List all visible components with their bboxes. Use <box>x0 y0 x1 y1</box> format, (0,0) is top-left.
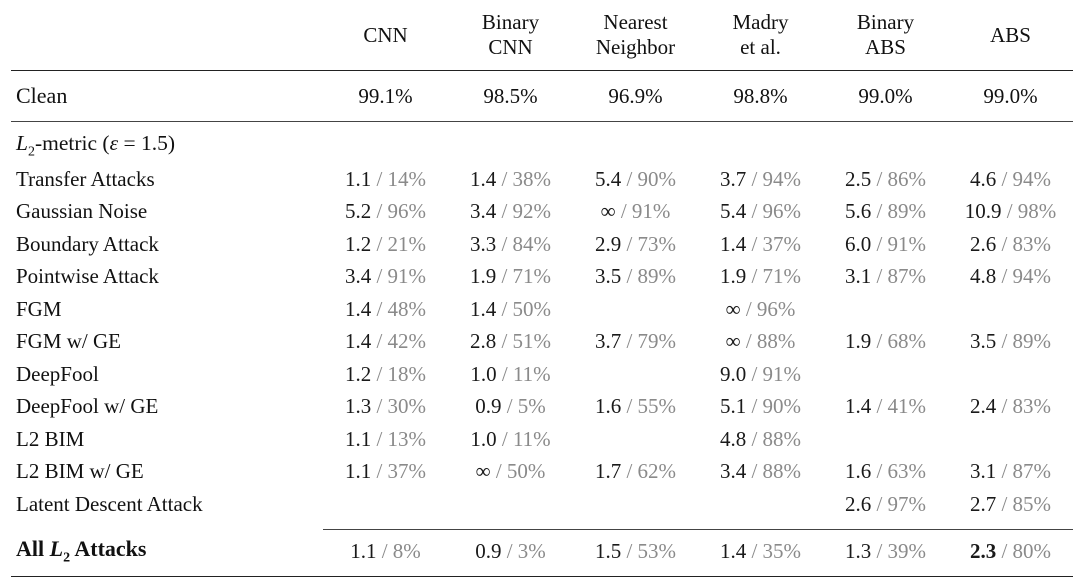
col-header-madry: Madry et al. <box>732 10 789 59</box>
distance-value: 5.4 <box>594 166 622 191</box>
success-rate-value: 39% <box>887 539 927 563</box>
attack-name: L2 BIM <box>16 426 85 451</box>
distance-value: 1.6 <box>844 459 872 484</box>
total-row <box>11 529 1073 574</box>
success-rate-value: 5% <box>517 394 546 419</box>
table-row <box>11 261 1073 294</box>
success-rate-value: 94% <box>762 166 802 191</box>
clean-value: 99.0% <box>983 83 1038 108</box>
success-rate-value: 35% <box>762 539 802 563</box>
success-rate-value: 51% <box>512 329 552 354</box>
distance-value: 1.4 <box>344 296 372 321</box>
success-rate-value: 13% <box>387 426 427 451</box>
success-rate-value: 97% <box>887 491 927 516</box>
distance-value: 1.0 <box>470 361 497 386</box>
table-cell <box>323 488 448 521</box>
table-cell: 2.8 / 51% <box>469 329 552 354</box>
table-cell: 1.0 / 11% <box>470 361 551 386</box>
table-cell: 3.1 / 87% <box>844 264 927 289</box>
header-row <box>11 0 1073 71</box>
distance-value: 3.1 <box>969 459 997 484</box>
success-rate-value: 50% <box>512 296 552 321</box>
success-rate-value: 91% <box>631 199 671 224</box>
clean-label: Clean <box>16 83 68 108</box>
attack-name: Pointwise Attack <box>16 264 159 289</box>
distance-value: 3.7 <box>719 166 747 191</box>
table-cell: 6.0 / 91% <box>844 231 927 256</box>
table-cell: 1.4 / 42% <box>344 329 427 354</box>
success-rate-value: 83% <box>1012 231 1052 256</box>
success-rate-value: 53% <box>637 539 677 563</box>
success-rate-value: 96% <box>387 199 427 224</box>
table-cell: 3.5 / 89% <box>594 264 677 289</box>
success-rate-value: 83% <box>1012 394 1052 419</box>
distance-value: 1.9 <box>719 264 747 289</box>
success-rate-value: 91% <box>887 231 927 256</box>
distance-value: 3.4 <box>469 199 497 224</box>
total-cell: 1.1 / 8% <box>350 539 421 563</box>
table-cell: 2.5 / 86% <box>844 166 927 191</box>
table-cell: 5.2 / 96% <box>344 199 427 224</box>
success-rate-value: 14% <box>387 166 427 191</box>
table-cell: 1.2 / 18% <box>344 361 427 386</box>
distance-value: 3.4 <box>719 459 747 484</box>
success-rate-value: 88% <box>756 329 796 354</box>
table-cell: 1.4 / 48% <box>344 296 427 321</box>
table-cell <box>948 293 1073 326</box>
success-rate-value: 71% <box>512 264 552 289</box>
success-rate-value: 48% <box>387 296 427 321</box>
header-corner <box>11 0 323 71</box>
total-label: All $L_2$ Attacks <box>16 536 147 566</box>
table-row <box>11 163 1073 196</box>
table-cell: 10.9 / 98% <box>964 199 1057 224</box>
table-cell: 1.9 / 68% <box>844 329 927 354</box>
table-cell <box>573 488 698 521</box>
table-cell: 1.1 / 13% <box>344 426 427 451</box>
distance-value: 5.6 <box>844 199 872 224</box>
clean-row <box>11 71 1073 122</box>
success-rate-value: 38% <box>512 166 552 191</box>
success-rate-value: 41% <box>887 394 927 419</box>
table-cell <box>448 488 573 521</box>
distance-value: 0.9 <box>475 394 502 419</box>
distance-value: 3.5 <box>594 264 622 289</box>
table-cell: 2.6 / 97% <box>844 491 927 516</box>
success-rate-value: 63% <box>887 459 927 484</box>
attack-name: L2 BIM w/ GE <box>16 459 144 484</box>
success-rate-value: 88% <box>762 426 802 451</box>
success-rate-value: 91% <box>387 264 427 289</box>
distance-value: 2.6 <box>844 491 872 516</box>
total-cell: 0.9 / 3% <box>475 539 546 563</box>
table-cell: 3.3 / 84% <box>469 231 552 256</box>
distance-value: ∞ <box>600 199 616 224</box>
table-cell: 1.9 / 71% <box>719 264 802 289</box>
distance-value: 5.2 <box>344 199 372 224</box>
table-cell: 5.4 / 90% <box>594 166 677 191</box>
success-rate-value: 18% <box>387 361 427 386</box>
distance-value: 5.4 <box>719 199 747 224</box>
table-cell: 3.4 / 88% <box>719 459 802 484</box>
success-rate-value: 96% <box>762 199 802 224</box>
distance-value: 1.2 <box>344 361 372 386</box>
col-header-nearest-neighbor: Nearest Neighbor <box>595 10 676 59</box>
distance-value: 10.9 <box>964 199 1002 224</box>
table-cell: 0.9 / 5% <box>475 394 546 419</box>
success-rate-value: 94% <box>1012 264 1052 289</box>
success-rate-value: 90% <box>637 166 677 191</box>
distance-value: 1.6 <box>594 394 622 419</box>
table-cell <box>823 358 948 391</box>
table-cell: 4.6 / 94% <box>969 166 1052 191</box>
distance-value: 2.9 <box>594 231 622 256</box>
table-cell: 1.1 / 14% <box>344 166 427 191</box>
success-rate-value: 62% <box>637 459 677 484</box>
table-cell: 5.1 / 90% <box>719 394 802 419</box>
total-cell: 1.5 / 53% <box>594 539 677 563</box>
success-rate-value: 21% <box>387 231 427 256</box>
table-row <box>11 326 1073 359</box>
distance-value: 2.7 <box>969 491 997 516</box>
table-cell <box>573 358 698 391</box>
table-row <box>11 456 1073 489</box>
table-row <box>11 196 1073 229</box>
distance-value: 1.3 <box>344 394 372 419</box>
success-rate-value: 96% <box>756 296 796 321</box>
distance-value: 1.1 <box>350 539 377 563</box>
total-cell: 1.3 / 39% <box>844 539 927 563</box>
table-cell: 1.9 / 71% <box>469 264 552 289</box>
clean-value: 98.5% <box>483 83 538 108</box>
distance-value: 4.6 <box>969 166 997 191</box>
table-cell: 3.4 / 92% <box>469 199 552 224</box>
separator-row <box>11 521 1073 530</box>
success-rate-value: 94% <box>1012 166 1052 191</box>
distance-value: 6.0 <box>844 231 872 256</box>
distance-value: 2.4 <box>969 394 997 419</box>
table-cell: 2.6 / 83% <box>969 231 1052 256</box>
success-rate-value: 68% <box>887 329 927 354</box>
attack-name: Transfer Attacks <box>16 166 155 191</box>
success-rate-value: 89% <box>637 264 677 289</box>
distance-value: 1.9 <box>469 264 497 289</box>
table-cell: ∞ / 88% <box>725 329 796 354</box>
success-rate-value: 3% <box>517 539 546 563</box>
distance-value: 9.0 <box>719 361 747 386</box>
success-rate-value: 89% <box>1012 329 1052 354</box>
table-cell: 1.0 / 11% <box>470 426 551 451</box>
table-row <box>11 228 1073 261</box>
table-cell <box>823 423 948 456</box>
distance-value: 1.1 <box>344 166 372 191</box>
table-cell <box>573 423 698 456</box>
success-rate-value: 87% <box>1012 459 1052 484</box>
distance-value: 3.4 <box>344 264 372 289</box>
distance-value: 1.9 <box>844 329 872 354</box>
clean-value: 99.1% <box>358 83 413 108</box>
attack-name: Gaussian Noise <box>16 199 148 224</box>
success-rate-value: 73% <box>637 231 677 256</box>
table-cell: 1.4 / 41% <box>844 394 927 419</box>
success-rate-value: 92% <box>512 199 552 224</box>
distance-value: 1.1 <box>344 459 372 484</box>
table-cell: 9.0 / 91% <box>719 361 802 386</box>
distance-value: 1.1 <box>344 426 372 451</box>
table-cell: 4.8 / 88% <box>719 426 802 451</box>
distance-value: 2.8 <box>469 329 497 354</box>
success-rate-value: 87% <box>887 264 927 289</box>
table-cell: 1.7 / 62% <box>594 459 677 484</box>
table-cell: 2.7 / 85% <box>969 491 1052 516</box>
table-row <box>11 488 1073 521</box>
table-cell: ∞ / 91% <box>600 199 671 224</box>
distance-value: 3.1 <box>844 264 872 289</box>
table-cell: 3.4 / 91% <box>344 264 427 289</box>
success-rate-value: 90% <box>762 394 802 419</box>
distance-value: 1.4 <box>469 296 497 321</box>
distance-value: 5.1 <box>719 394 747 419</box>
table-cell: 1.6 / 55% <box>594 394 677 419</box>
success-rate-value: 37% <box>387 459 427 484</box>
distance-value: 0.9 <box>475 539 502 563</box>
attack-name: DeepFool w/ GE <box>16 394 159 419</box>
table-cell: 2.9 / 73% <box>594 231 677 256</box>
distance-value: 2.5 <box>844 166 872 191</box>
col-header-binary-abs: Binary ABS <box>856 10 915 59</box>
table-cell <box>948 358 1073 391</box>
success-rate-value: 85% <box>1012 491 1052 516</box>
distance-value: 1.7 <box>594 459 622 484</box>
distance-value: 1.4 <box>719 539 747 563</box>
table-cell: 1.2 / 21% <box>344 231 427 256</box>
distance-value: 2.3 <box>969 539 997 563</box>
table-cell <box>823 293 948 326</box>
table-cell: 1.4 / 50% <box>469 296 552 321</box>
success-rate-value: 50% <box>506 459 546 484</box>
success-rate-value: 71% <box>762 264 802 289</box>
success-rate-value: 86% <box>887 166 927 191</box>
success-rate-value: 11% <box>512 426 551 451</box>
distance-value: 1.4 <box>469 166 497 191</box>
table-cell <box>573 293 698 326</box>
attack-name: FGM <box>16 296 62 321</box>
section-heading-row <box>11 122 1073 164</box>
distance-value: ∞ <box>725 296 741 321</box>
success-rate-value: 55% <box>637 394 677 419</box>
total-cell: 1.4 / 35% <box>719 539 802 563</box>
distance-value: 3.7 <box>594 329 622 354</box>
attack-name: FGM w/ GE <box>16 329 122 354</box>
success-rate-value: 79% <box>637 329 677 354</box>
table-cell: ∞ / 50% <box>475 459 546 484</box>
distance-value: 4.8 <box>969 264 997 289</box>
distance-value: 1.2 <box>344 231 372 256</box>
table-cell: 3.7 / 79% <box>594 329 677 354</box>
distance-value: 1.0 <box>470 426 497 451</box>
success-rate-value: 91% <box>762 361 802 386</box>
table-cell: 3.7 / 94% <box>719 166 802 191</box>
distance-value: ∞ <box>475 459 491 484</box>
results-table <box>11 0 1073 577</box>
table-cell: 1.1 / 37% <box>344 459 427 484</box>
table-cell: 5.4 / 96% <box>719 199 802 224</box>
success-rate-value: 98% <box>1017 199 1057 224</box>
table-cell: 1.4 / 37% <box>719 231 802 256</box>
distance-value: 1.4 <box>844 394 872 419</box>
clean-value: 96.9% <box>608 83 663 108</box>
success-rate-value: 84% <box>512 231 552 256</box>
table-cell: 3.5 / 89% <box>969 329 1052 354</box>
table-row <box>11 293 1073 326</box>
attack-rows <box>11 163 1073 521</box>
table-row <box>11 423 1073 456</box>
attack-name: Boundary Attack <box>16 231 159 256</box>
table-row <box>11 391 1073 424</box>
distance-value: 3.3 <box>469 231 497 256</box>
col-header-cnn: CNN <box>363 22 408 47</box>
table-cell: 4.8 / 94% <box>969 264 1052 289</box>
distance-value: 2.6 <box>969 231 997 256</box>
distance-value: 1.5 <box>594 539 622 563</box>
success-rate-value: 80% <box>1012 539 1052 563</box>
table-cell: 1.6 / 63% <box>844 459 927 484</box>
clean-value: 99.0% <box>858 83 913 108</box>
distance-value: 1.3 <box>844 539 872 563</box>
table-cell <box>698 488 823 521</box>
total-cell: 2.3 / 80% <box>969 539 1052 563</box>
success-rate-value: 88% <box>762 459 802 484</box>
success-rate-value: 8% <box>392 539 421 563</box>
attack-name: Latent Descent Attack <box>16 491 203 516</box>
table-cell: 5.6 / 89% <box>844 199 927 224</box>
distance-value: 1.4 <box>719 231 747 256</box>
attack-name: DeepFool <box>16 361 99 386</box>
success-rate-value: 89% <box>887 199 927 224</box>
table-cell: 1.4 / 38% <box>469 166 552 191</box>
col-header-binary-cnn: Binary CNN <box>481 10 540 59</box>
section-heading: $L_2$-metric (ε = 1.5) <box>16 130 175 159</box>
table-cell: ∞ / 96% <box>725 296 796 321</box>
success-rate-value: 37% <box>762 231 802 256</box>
clean-value: 98.8% <box>733 83 788 108</box>
distance-value: 4.8 <box>719 426 747 451</box>
success-rate-value: 30% <box>387 394 427 419</box>
table-cell: 3.1 / 87% <box>969 459 1052 484</box>
table-cell: 1.3 / 30% <box>344 394 427 419</box>
table-row <box>11 358 1073 391</box>
table-cell: 2.4 / 83% <box>969 394 1052 419</box>
success-rate-value: 11% <box>512 361 551 386</box>
col-header-abs: ABS <box>990 22 1031 47</box>
table-cell <box>948 423 1073 456</box>
bottom-rule-row <box>11 574 1073 577</box>
distance-value: ∞ <box>725 329 741 354</box>
distance-value: 1.4 <box>344 329 372 354</box>
distance-value: 3.5 <box>969 329 997 354</box>
success-rate-value: 42% <box>387 329 427 354</box>
